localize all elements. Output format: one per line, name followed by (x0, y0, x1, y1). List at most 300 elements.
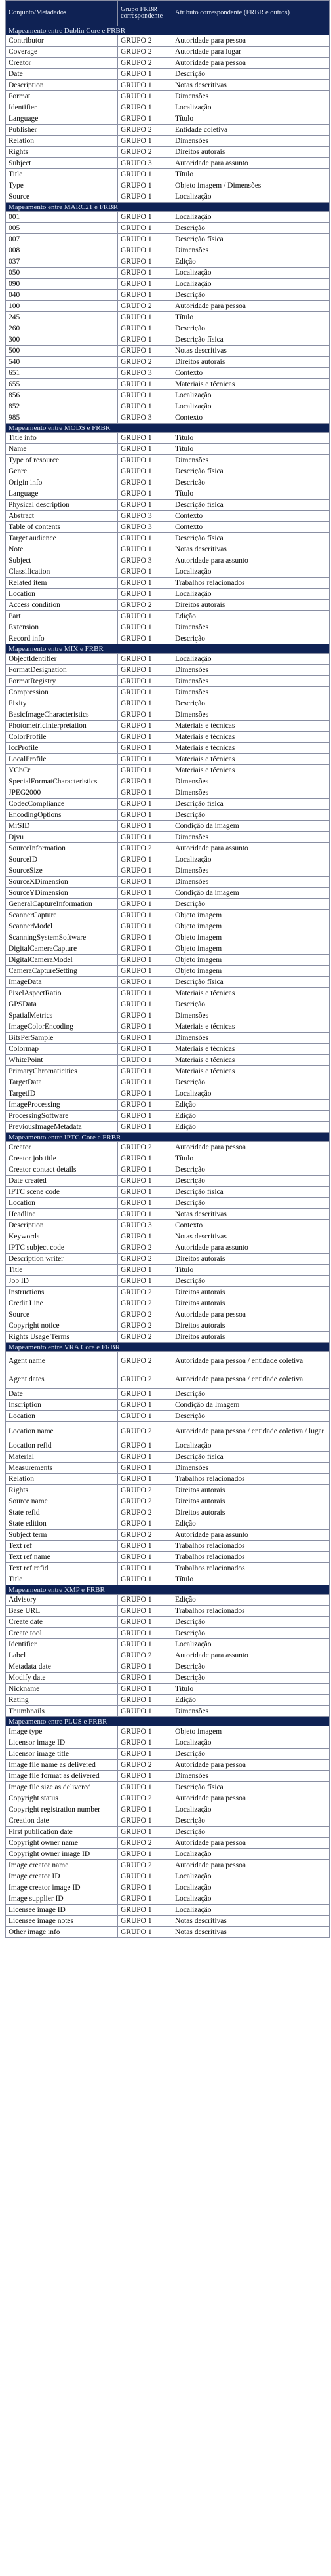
metadata-element: FormatDesignation (6, 665, 118, 676)
frbr-group: GRUPO 1 (118, 1518, 172, 1530)
metadata-element: Text ref (6, 1541, 118, 1552)
frbr-attribute: Dimensões (172, 676, 330, 687)
section-header-row (6, 424, 330, 433)
table-row (6, 1706, 330, 1717)
metadata-element: Copyright notice (6, 1320, 118, 1332)
frbr-group: GRUPO 1 (118, 910, 172, 921)
frbr-attribute: Localização (172, 566, 330, 578)
frbr-attribute: Autoridade para pessoa / entidade coletiva (172, 1352, 330, 1370)
table-row (6, 1574, 330, 1585)
metadata-element: Related item (6, 578, 118, 589)
frbr-attribute: Dimensões (172, 91, 330, 102)
frbr-attribute: Localização (172, 401, 330, 412)
table-row (6, 721, 330, 732)
table-row (6, 555, 330, 566)
frbr-attribute: Trabalhos relacionados (172, 1474, 330, 1485)
section-title: Mapeamento entre Dublin Core e FRBR (6, 26, 330, 35)
table-row (6, 1298, 330, 1309)
metadata-mapping-table (5, 0, 330, 1938)
metadata-element: Name (6, 444, 118, 455)
frbr-group: GRUPO 1 (118, 1209, 172, 1220)
metadata-element: MrSID (6, 821, 118, 832)
metadata-element: Licensor image ID (6, 1737, 118, 1749)
table-row (6, 533, 330, 544)
metadata-element: Creator job title (6, 1153, 118, 1164)
metadata-element: Type of resource (6, 455, 118, 466)
frbr-group: GRUPO 1 (118, 787, 172, 799)
table-row (6, 212, 330, 223)
table-row (6, 1044, 330, 1055)
frbr-attribute: Edição (172, 1122, 330, 1133)
metadata-element: Other image info (6, 1927, 118, 1938)
frbr-attribute: Descrição física (172, 533, 330, 544)
table-row (6, 1187, 330, 1198)
frbr-group: GRUPO 2 (118, 1496, 172, 1507)
frbr-group: GRUPO 2 (118, 1860, 172, 1871)
metadata-element: PhotometricInterpretation (6, 721, 118, 732)
frbr-group: GRUPO 1 (118, 1684, 172, 1695)
metadata-element: SpatialMetrics (6, 1010, 118, 1021)
metadata-element: Source name (6, 1496, 118, 1507)
frbr-attribute: Autoridade para pessoa (172, 1760, 330, 1771)
frbr-group: GRUPO 1 (118, 1574, 172, 1585)
metadata-element: ScannerCapture (6, 910, 118, 921)
frbr-group: GRUPO 1 (118, 1661, 172, 1673)
frbr-group: GRUPO 2 (118, 1650, 172, 1661)
frbr-attribute: Direitos autorais (172, 357, 330, 368)
frbr-attribute: Descrição (172, 1628, 330, 1639)
section-header-row (6, 1717, 330, 1726)
frbr-attribute: Objeto imagem (172, 910, 330, 921)
frbr-group: GRUPO 1 (118, 1474, 172, 1485)
frbr-attribute: Localização (172, 1905, 330, 1916)
frbr-group: GRUPO 1 (118, 1265, 172, 1276)
metadata-element: Job ID (6, 1276, 118, 1287)
table-row (6, 1916, 330, 1927)
frbr-attribute: Objeto imagem (172, 932, 330, 943)
table-row (6, 1507, 330, 1518)
metadata-element: Record info (6, 633, 118, 644)
table-row (6, 1541, 330, 1552)
frbr-group: GRUPO 1 (118, 488, 172, 500)
frbr-attribute: Direitos autorais (172, 1496, 330, 1507)
frbr-group: GRUPO 1 (118, 776, 172, 787)
frbr-attribute: Condição da imagem (172, 821, 330, 832)
table-row (6, 799, 330, 810)
table-row (6, 180, 330, 191)
frbr-attribute: Autoridade para pessoa (172, 1309, 330, 1320)
metadata-element: First publication date (6, 1827, 118, 1838)
frbr-group: GRUPO 1 (118, 966, 172, 977)
mapping-document (5, 0, 329, 1938)
table-row (6, 444, 330, 455)
metadata-element: Compression (6, 687, 118, 698)
table-row (6, 1882, 330, 1893)
metadata-element: DigitalCameraModel (6, 955, 118, 966)
metadata-element: CameraCaptureSetting (6, 966, 118, 977)
frbr-group: GRUPO 2 (118, 1332, 172, 1343)
table-row (6, 1309, 330, 1320)
metadata-element: FormatRegistry (6, 676, 118, 687)
metadata-element: Part (6, 611, 118, 622)
metadata-element: Colormap (6, 1044, 118, 1055)
frbr-attribute: Direitos autorais (172, 1507, 330, 1518)
metadata-element: 856 (6, 390, 118, 401)
metadata-element: Instructions (6, 1287, 118, 1298)
table-row (6, 1793, 330, 1804)
frbr-group: GRUPO 1 (118, 1010, 172, 1021)
table-row (6, 1849, 330, 1860)
frbr-attribute: Descrição (172, 1661, 330, 1673)
metadata-element: Title (6, 1574, 118, 1585)
metadata-element: TargetID (6, 1088, 118, 1100)
frbr-group: GRUPO 2 (118, 1242, 172, 1254)
metadata-element: Physical description (6, 500, 118, 511)
section-title: Mapeamento entre VRA Core e FRBR (6, 1343, 330, 1352)
frbr-group: GRUPO 2 (118, 47, 172, 58)
frbr-group: GRUPO 1 (118, 256, 172, 268)
metadata-element: Image creator ID (6, 1871, 118, 1882)
metadata-element: 005 (6, 223, 118, 234)
frbr-group: GRUPO 1 (118, 91, 172, 102)
table-row (6, 732, 330, 743)
metadata-element: Subject (6, 555, 118, 566)
frbr-attribute: Objeto imagem (172, 921, 330, 932)
frbr-attribute: Trabalhos relacionados (172, 1541, 330, 1552)
table-row (6, 1606, 330, 1617)
frbr-attribute: Materiais e técnicas (172, 754, 330, 765)
table-row (6, 776, 330, 787)
frbr-group: GRUPO 1 (118, 455, 172, 466)
table-row (6, 279, 330, 290)
frbr-group: GRUPO 1 (118, 1695, 172, 1706)
table-row (6, 622, 330, 633)
table-row (6, 191, 330, 203)
frbr-group: GRUPO 1 (118, 323, 172, 334)
table-row (6, 1077, 330, 1088)
table-row (6, 80, 330, 91)
table-row (6, 544, 330, 555)
metadata-element: ProcessingSoftware (6, 1111, 118, 1122)
header-attribute: Atributo correspondente (FRBR e outros) (172, 1, 330, 26)
metadata-element: Text ref name (6, 1552, 118, 1563)
frbr-attribute: Localização (172, 268, 330, 279)
metadata-element: State refid (6, 1507, 118, 1518)
table-row (6, 136, 330, 147)
metadata-element: Abstract (6, 511, 118, 522)
frbr-group: GRUPO 1 (118, 1563, 172, 1574)
frbr-group: GRUPO 1 (118, 687, 172, 698)
frbr-group: GRUPO 3 (118, 158, 172, 169)
frbr-group: GRUPO 1 (118, 977, 172, 988)
section-title: Mapeamento entre MIX e FRBR (6, 644, 330, 654)
frbr-attribute: Contexto (172, 1220, 330, 1231)
frbr-group: GRUPO 1 (118, 1389, 172, 1400)
frbr-group: GRUPO 1 (118, 865, 172, 877)
frbr-group: GRUPO 1 (118, 1927, 172, 1938)
frbr-group: GRUPO 1 (118, 1749, 172, 1760)
metadata-element: Rights Usage Terms (6, 1332, 118, 1343)
table-row (6, 1650, 330, 1661)
table-row (6, 1860, 330, 1871)
metadata-element: ImageData (6, 977, 118, 988)
frbr-group: GRUPO 1 (118, 1411, 172, 1422)
frbr-attribute: Direitos autorais (172, 1298, 330, 1309)
table-row (6, 268, 330, 279)
table-row (6, 1111, 330, 1122)
frbr-attribute: Notas descritivas (172, 1916, 330, 1927)
metadata-element: SourceXDimension (6, 877, 118, 888)
frbr-attribute: Localização (172, 654, 330, 665)
frbr-attribute: Materiais e técnicas (172, 988, 330, 999)
frbr-group: GRUPO 1 (118, 180, 172, 191)
section-header-row (6, 26, 330, 35)
frbr-group: GRUPO 3 (118, 555, 172, 566)
frbr-attribute: Direitos autorais (172, 147, 330, 158)
metadata-element: Copyright owner image ID (6, 1849, 118, 1860)
frbr-group: GRUPO 1 (118, 1628, 172, 1639)
frbr-attribute: Dimensões (172, 687, 330, 698)
frbr-attribute: Materiais e técnicas (172, 379, 330, 390)
table-row (6, 765, 330, 776)
table-row (6, 1320, 330, 1332)
metadata-element: Creation date (6, 1815, 118, 1827)
metadata-element: Licensor image title (6, 1749, 118, 1760)
frbr-group: GRUPO 2 (118, 58, 172, 69)
frbr-attribute: Localização (172, 854, 330, 865)
frbr-group: GRUPO 1 (118, 466, 172, 477)
frbr-group: GRUPO 1 (118, 921, 172, 932)
table-row (6, 1033, 330, 1044)
metadata-element: Headline (6, 1209, 118, 1220)
metadata-element: 040 (6, 290, 118, 301)
frbr-group: GRUPO 2 (118, 35, 172, 47)
frbr-group: GRUPO 1 (118, 290, 172, 301)
table-row (6, 1496, 330, 1507)
frbr-attribute: Autoridade para pessoa (172, 35, 330, 47)
frbr-group: GRUPO 1 (118, 854, 172, 865)
frbr-attribute: Localização (172, 191, 330, 203)
metadata-element: YCbCr (6, 765, 118, 776)
metadata-element: 655 (6, 379, 118, 390)
frbr-group: GRUPO 1 (118, 533, 172, 544)
frbr-group: GRUPO 2 (118, 1352, 172, 1370)
frbr-attribute: Autoridade para assunto (172, 555, 330, 566)
table-row (6, 401, 330, 412)
metadata-element: Format (6, 91, 118, 102)
frbr-group: GRUPO 2 (118, 1507, 172, 1518)
frbr-attribute: Contexto (172, 412, 330, 424)
frbr-group: GRUPO 1 (118, 1849, 172, 1860)
frbr-group: GRUPO 1 (118, 1541, 172, 1552)
metadata-element: Image creator name (6, 1860, 118, 1871)
frbr-group: GRUPO 1 (118, 698, 172, 709)
frbr-group: GRUPO 1 (118, 799, 172, 810)
frbr-group: GRUPO 1 (118, 1673, 172, 1684)
frbr-attribute: Descrição (172, 899, 330, 910)
table-row (6, 1021, 330, 1033)
metadata-element: SourceSize (6, 865, 118, 877)
frbr-attribute: Localização (172, 589, 330, 600)
frbr-group: GRUPO 3 (118, 522, 172, 533)
frbr-group: GRUPO 2 (118, 357, 172, 368)
frbr-attribute: Descrição (172, 1815, 330, 1827)
frbr-group: GRUPO 1 (118, 611, 172, 622)
metadata-element: Target audience (6, 533, 118, 544)
table-row (6, 466, 330, 477)
frbr-attribute: Título (172, 1684, 330, 1695)
frbr-group: GRUPO 1 (118, 1440, 172, 1452)
frbr-attribute: Notas descritivas (172, 346, 330, 357)
table-row (6, 1695, 330, 1706)
frbr-group: GRUPO 1 (118, 390, 172, 401)
metadata-element: Contributor (6, 35, 118, 47)
frbr-attribute: Descrição (172, 223, 330, 234)
metadata-element: Rights (6, 147, 118, 158)
table-row (6, 1673, 330, 1684)
header-metadata: Conjunto/Metadados (6, 1, 118, 26)
table-row (6, 290, 330, 301)
frbr-attribute: Descrição (172, 698, 330, 709)
frbr-attribute: Materiais e técnicas (172, 743, 330, 754)
table-row (6, 500, 330, 511)
metadata-element: Description (6, 80, 118, 91)
frbr-attribute: Localização (172, 1440, 330, 1452)
frbr-attribute: Edição (172, 611, 330, 622)
metadata-element: Image type (6, 1726, 118, 1737)
table-row (6, 1485, 330, 1496)
table-row (6, 1164, 330, 1176)
table-row (6, 1749, 330, 1760)
table-row (6, 854, 330, 865)
frbr-group: GRUPO 1 (118, 1452, 172, 1463)
frbr-group: GRUPO 1 (118, 500, 172, 511)
frbr-group: GRUPO 1 (118, 721, 172, 732)
frbr-attribute: Notas descritivas (172, 80, 330, 91)
frbr-attribute: Direitos autorais (172, 1320, 330, 1332)
metadata-element: 050 (6, 268, 118, 279)
frbr-group: GRUPO 1 (118, 1187, 172, 1198)
table-row (6, 843, 330, 854)
table-row (6, 1400, 330, 1411)
table-row (6, 1209, 330, 1220)
frbr-group: GRUPO 1 (118, 1782, 172, 1793)
frbr-attribute: Título (172, 113, 330, 125)
frbr-attribute: Autoridade para pessoa (172, 1793, 330, 1804)
frbr-group: GRUPO 2 (118, 1838, 172, 1849)
metadata-element: 008 (6, 245, 118, 256)
table-row (6, 665, 330, 676)
table-row (6, 1639, 330, 1650)
frbr-attribute: Edição (172, 1695, 330, 1706)
frbr-attribute: Dimensões (172, 665, 330, 676)
frbr-group: GRUPO 1 (118, 379, 172, 390)
frbr-attribute: Edição (172, 1518, 330, 1530)
frbr-attribute: Condição da imagem (172, 888, 330, 899)
table-row (6, 988, 330, 999)
metadata-element: Image file format as delivered (6, 1771, 118, 1782)
table-row (6, 754, 330, 765)
frbr-group: GRUPO 1 (118, 589, 172, 600)
table-row (6, 877, 330, 888)
frbr-attribute: Autoridade para assunto (172, 1650, 330, 1661)
table-row (6, 676, 330, 687)
frbr-attribute: Autoridade para pessoa (172, 301, 330, 312)
frbr-attribute: Dimensões (172, 709, 330, 721)
frbr-group: GRUPO 1 (118, 1033, 172, 1044)
frbr-group: GRUPO 1 (118, 223, 172, 234)
frbr-group: GRUPO 2 (118, 301, 172, 312)
frbr-group: GRUPO 2 (118, 1254, 172, 1265)
frbr-group: GRUPO 2 (118, 125, 172, 136)
frbr-attribute: Objeto imagem (172, 943, 330, 955)
frbr-attribute: Edição (172, 1595, 330, 1606)
frbr-attribute: Localização (172, 1737, 330, 1749)
metadata-element: GPSData (6, 999, 118, 1010)
metadata-element: LocalProfile (6, 754, 118, 765)
frbr-group: GRUPO 1 (118, 1726, 172, 1737)
table-row (6, 787, 330, 799)
table-row (6, 743, 330, 754)
frbr-attribute: Localização (172, 279, 330, 290)
frbr-group: GRUPO 1 (118, 1176, 172, 1187)
table-row (6, 511, 330, 522)
frbr-group: GRUPO 1 (118, 346, 172, 357)
frbr-attribute: Dimensões (172, 1706, 330, 1717)
table-row (6, 323, 330, 334)
metadata-element: SourceYDimension (6, 888, 118, 899)
table-row (6, 1287, 330, 1298)
metadata-element: Description (6, 1220, 118, 1231)
table-row (6, 433, 330, 444)
table-row (6, 654, 330, 665)
table-row (6, 1231, 330, 1242)
metadata-element: ImageProcessing (6, 1100, 118, 1111)
frbr-group: GRUPO 1 (118, 444, 172, 455)
table-row (6, 69, 330, 80)
metadata-element: 100 (6, 301, 118, 312)
table-row (6, 698, 330, 709)
table-row (6, 379, 330, 390)
frbr-attribute: Autoridade para assunto (172, 1530, 330, 1541)
frbr-group: GRUPO 1 (118, 754, 172, 765)
frbr-attribute: Título (172, 1265, 330, 1276)
frbr-group: GRUPO 1 (118, 821, 172, 832)
metadata-element: Coverage (6, 47, 118, 58)
metadata-element: PreviousImageMetadata (6, 1122, 118, 1133)
frbr-attribute: Autoridade para lugar (172, 47, 330, 58)
metadata-element: Table of contents (6, 522, 118, 533)
frbr-group: GRUPO 1 (118, 709, 172, 721)
table-row (6, 1332, 330, 1343)
metadata-element: SpecialFormatCharacteristics (6, 776, 118, 787)
frbr-attribute: Contexto (172, 511, 330, 522)
frbr-attribute: Direitos autorais (172, 1332, 330, 1343)
metadata-element: Creator (6, 1142, 118, 1153)
table-row (6, 1422, 330, 1440)
metadata-element: Keywords (6, 1231, 118, 1242)
table-row (6, 865, 330, 877)
metadata-element: Date (6, 1389, 118, 1400)
frbr-attribute: Descrição (172, 1617, 330, 1628)
table-row (6, 1771, 330, 1782)
metadata-element: Location (6, 1198, 118, 1209)
table-header (6, 1, 330, 26)
table-body (6, 26, 330, 1938)
metadata-element: EncodingOptions (6, 810, 118, 821)
metadata-element: Metadata date (6, 1661, 118, 1673)
metadata-element: 001 (6, 212, 118, 223)
